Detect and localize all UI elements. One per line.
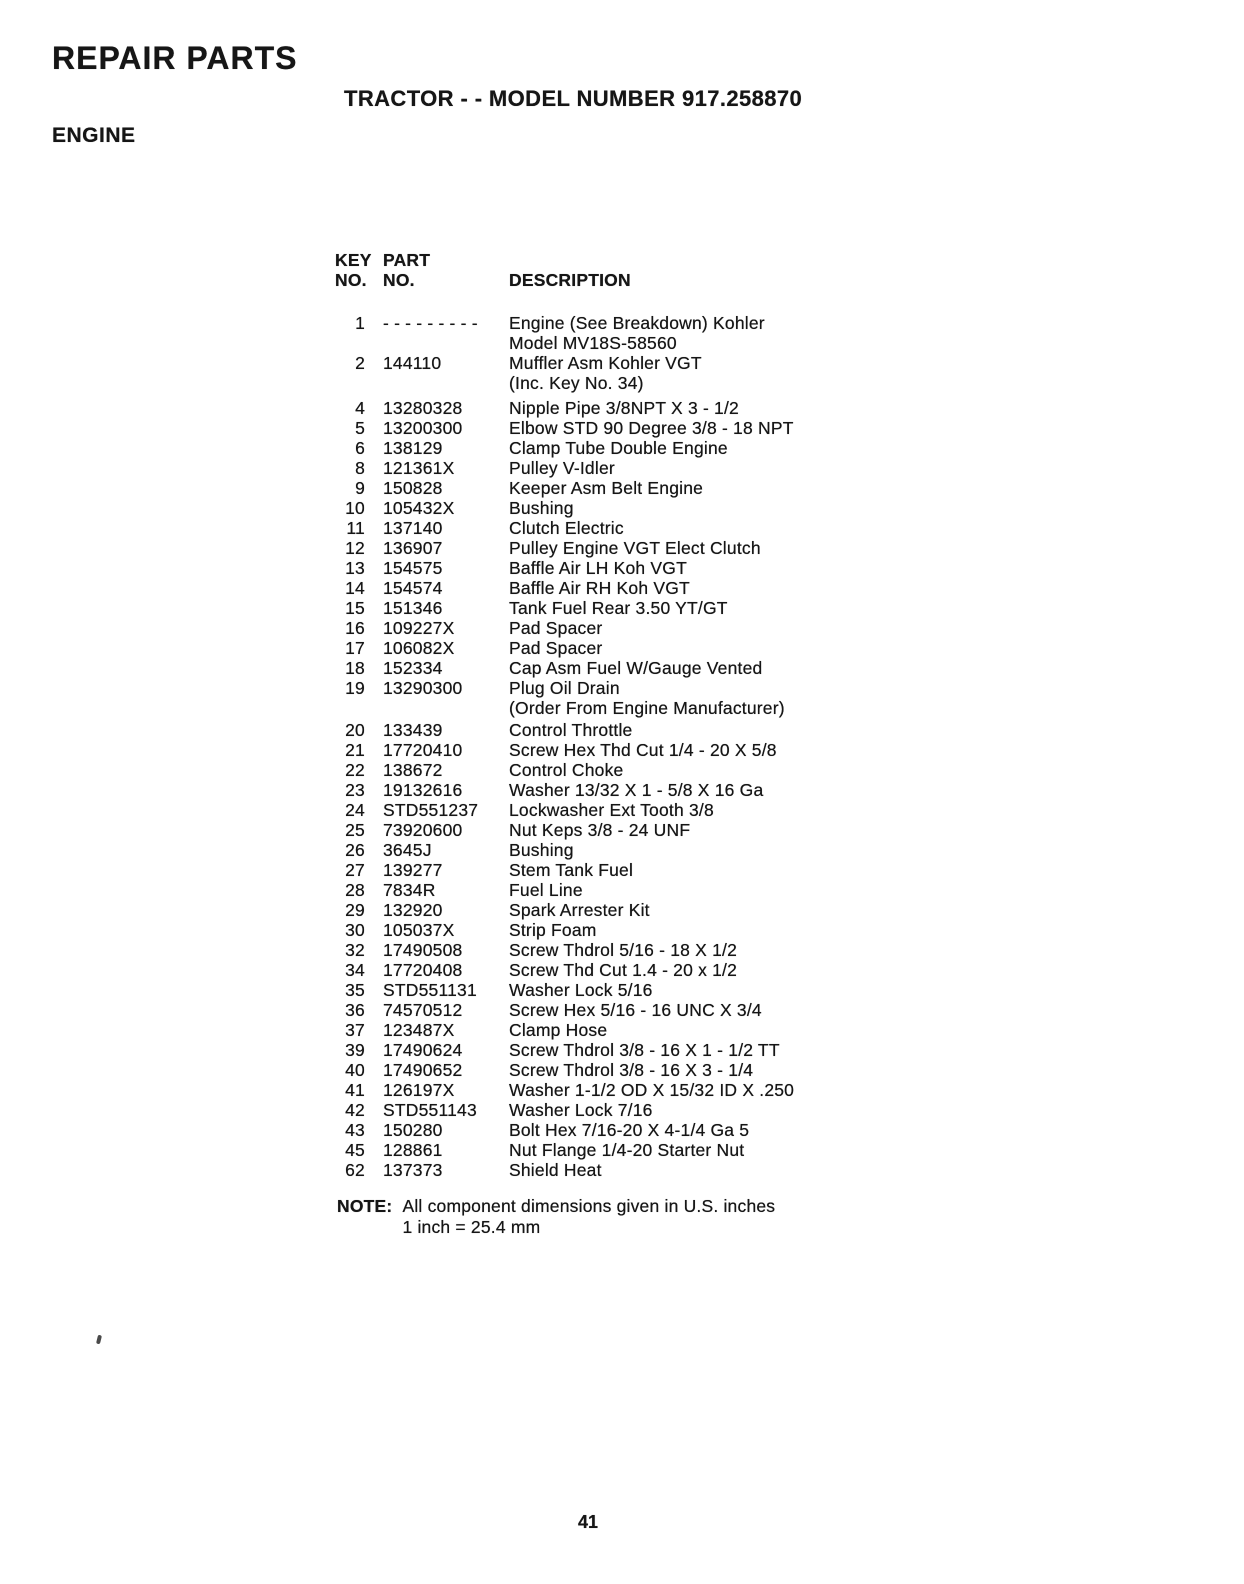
table-row (325, 458, 965, 478)
note-text (402, 1196, 775, 1238)
description-cell (509, 313, 965, 353)
table-row (325, 438, 965, 458)
description-line: Pad Spacer (509, 618, 603, 638)
description-cell (509, 1040, 965, 1060)
description-line: Elbow STD 90 Degree 3/8 - 18 NPT (509, 418, 794, 438)
description-cell (509, 418, 965, 438)
description-line: Bolt Hex 7/16-20 X 4-1/4 Ga 5 (509, 1120, 750, 1140)
part-no-cell: 133439 (383, 720, 443, 740)
description-cell (509, 578, 965, 598)
part-no-cell: 152334 (383, 658, 443, 678)
key-no-cell: 20 (345, 720, 365, 740)
table-row (325, 820, 965, 840)
description-line: Engine (See Breakdown) Kohler (509, 313, 765, 333)
description-line: Clamp Hose (509, 1020, 608, 1040)
key-no-cell: 62 (345, 1160, 365, 1180)
key-no-cell: 2 (355, 353, 365, 373)
key-no-cell: 45 (345, 1140, 365, 1160)
description-cell (509, 638, 965, 658)
table-row (325, 538, 965, 558)
description-cell (509, 398, 965, 418)
table-body (325, 313, 965, 1180)
part-no-cell: STD551143 (383, 1100, 477, 1120)
description-line: Nipple Pipe 3/8NPT X 3 - 1/2 (509, 398, 739, 418)
table-row (325, 498, 965, 518)
table-row (325, 1160, 965, 1180)
part-no-cell: 17490624 (383, 1040, 463, 1060)
description-cell (509, 1120, 965, 1140)
table-row (325, 780, 965, 800)
key-no-cell: 28 (345, 880, 365, 900)
table-row (325, 1080, 965, 1100)
table-row (325, 1100, 965, 1120)
description-line: Tank Fuel Rear 3.50 YT/GT (509, 598, 728, 618)
part-no-cell: 105037X (383, 920, 455, 940)
part-no-cell: 19132616 (383, 780, 463, 800)
key-no-cell: 21 (345, 740, 365, 760)
table-row (325, 880, 965, 900)
key-no-cell: 42 (345, 1100, 365, 1120)
description-cell (509, 980, 965, 1000)
description-cell (509, 820, 965, 840)
part-no-cell: 138129 (383, 438, 443, 458)
section-heading-engine: ENGINE (52, 124, 136, 147)
description-line: Pulley Engine VGT Elect Clutch (509, 538, 761, 558)
key-no-cell: 5 (355, 418, 365, 438)
description-cell (509, 880, 965, 900)
key-no-cell: 40 (345, 1060, 365, 1080)
key-no-cell: 36 (345, 1000, 365, 1020)
description-cell (509, 860, 965, 880)
table-row (325, 860, 965, 880)
part-no-cell: STD551131 (383, 980, 477, 1000)
model-number-heading: TRACTOR - - MODEL NUMBER 917.258870 (344, 86, 803, 111)
key-no-cell: 29 (345, 900, 365, 920)
description-cell (509, 1060, 965, 1080)
part-no-cell: 137140 (383, 518, 443, 538)
part-no-cell: 154574 (383, 578, 443, 598)
table-row (325, 920, 965, 940)
description-cell (509, 740, 965, 760)
description-line: Strip Foam (509, 920, 597, 940)
table-row (325, 518, 965, 538)
description-cell (509, 940, 965, 960)
part-no-cell: STD551237 (383, 800, 479, 820)
table-row (325, 980, 965, 1000)
description-line: Spark Arrester Kit (509, 900, 650, 920)
table-row (325, 940, 965, 960)
page-number: 41 (578, 1512, 599, 1532)
part-no-cell: 74570512 (383, 1000, 463, 1020)
description-line: Nut Flange 1/4-20 Starter Nut (509, 1140, 745, 1160)
part-no-cell: 109227X (383, 618, 455, 638)
key-no-cell: 19 (345, 678, 365, 698)
description-line: Plug Oil Drain (509, 678, 620, 698)
description-line: Pad Spacer (509, 638, 603, 658)
key-no-cell: 13 (345, 558, 365, 578)
table-row (325, 760, 965, 780)
table-row (325, 1140, 965, 1160)
table-row (325, 900, 965, 920)
key-no-cell: 24 (345, 800, 365, 820)
key-no-cell: 18 (345, 658, 365, 678)
description-line: Screw Hex 5/16 - 16 UNC X 3/4 (509, 1000, 762, 1020)
table-row (325, 638, 965, 658)
description-cell (509, 353, 965, 393)
key-no-cell: 37 (345, 1020, 365, 1040)
table-row (325, 398, 965, 418)
part-no-cell: 3645J (383, 840, 432, 860)
key-no-cell: 4 (355, 398, 365, 418)
table-header (325, 250, 965, 290)
part-no-cell: 137373 (383, 1160, 443, 1180)
note-line-1: All component dimensions given in U.S. inches (402, 1196, 776, 1216)
part-no-cell: 128861 (383, 1140, 443, 1160)
description-cell (509, 658, 965, 678)
description-line: Screw Hex Thd Cut 1/4 - 20 X 5/8 (509, 740, 777, 760)
key-no-cell: 39 (345, 1040, 365, 1060)
description-cell (509, 518, 965, 538)
key-no-cell: 6 (355, 438, 365, 458)
description-cell (509, 678, 965, 718)
note-label: NOTE: (337, 1196, 393, 1216)
description-cell (509, 960, 965, 980)
part-no-cell: 105432X (383, 498, 455, 518)
description-line: Cap Asm Fuel W/Gauge Vented (509, 658, 763, 678)
description-cell (509, 1160, 965, 1180)
key-no-cell: 16 (345, 618, 365, 638)
part-no-cell: 17490652 (383, 1060, 463, 1080)
description-cell (509, 538, 965, 558)
table-row (325, 658, 965, 678)
key-no-cell: 35 (345, 980, 365, 1000)
key-no-cell: 41 (345, 1080, 365, 1100)
part-no-cell: 7834R (383, 880, 436, 900)
part-no-cell: 13200300 (383, 418, 463, 438)
table-row (325, 353, 965, 393)
description-line: Clamp Tube Double Engine (509, 438, 728, 458)
key-no-cell: 9 (355, 478, 365, 498)
part-no-cell: 17490508 (383, 940, 463, 960)
description-line: Shield Heat (509, 1160, 602, 1180)
part-no-cell: 151346 (383, 598, 443, 618)
table-row (325, 678, 965, 718)
description-cell (509, 720, 965, 740)
description-cell (509, 1020, 965, 1040)
table-row (325, 1020, 965, 1040)
description-line: Baffle Air LH Koh VGT (509, 558, 687, 578)
table-row (325, 800, 965, 820)
table-row (325, 578, 965, 598)
description-cell (509, 498, 965, 518)
description-line: Fuel Line (509, 880, 583, 900)
key-no-cell: 1 (355, 313, 365, 333)
part-no-cell: 13290300 (383, 678, 463, 698)
description-cell (509, 1000, 965, 1020)
header-description: DESCRIPTION (509, 270, 631, 290)
table-row (325, 740, 965, 760)
description-cell (509, 920, 965, 940)
part-no-cell: 106082X (383, 638, 455, 658)
key-no-cell: 27 (345, 860, 365, 880)
description-cell (509, 900, 965, 920)
description-line: Model MV18S-58560 (509, 333, 677, 353)
part-no-cell: - - - - - - - - - (383, 313, 478, 333)
header-part-no: PART NO. (383, 250, 431, 290)
description-cell (509, 1100, 965, 1120)
description-cell (509, 618, 965, 638)
description-cell (509, 780, 965, 800)
table-row (325, 1040, 965, 1060)
part-no-cell: 121361X (383, 458, 455, 478)
part-no-cell: 150828 (383, 478, 443, 498)
description-line: Lockwasher Ext Tooth 3/8 (509, 800, 714, 820)
description-line: Keeper Asm Belt Engine (509, 478, 704, 498)
key-no-cell: 32 (345, 940, 365, 960)
key-no-cell: 15 (345, 598, 365, 618)
part-no-cell: 17720408 (383, 960, 463, 980)
table-row (325, 618, 965, 638)
key-no-cell: 25 (345, 820, 365, 840)
table-row (325, 313, 965, 353)
description-line: Bushing (509, 498, 574, 518)
note (337, 1196, 775, 1238)
key-no-cell: 30 (345, 920, 365, 940)
table-row (325, 598, 965, 618)
part-no-cell: 123487X (383, 1020, 455, 1040)
header-key-no: KEY NO. (335, 250, 372, 290)
description-line: Clutch Electric (509, 518, 624, 538)
part-no-cell: 150280 (383, 1120, 443, 1140)
table-row (325, 1000, 965, 1020)
table-row (325, 558, 965, 578)
description-line: (Inc. Key No. 34) (509, 373, 644, 393)
description-cell (509, 800, 965, 820)
table-row (325, 720, 965, 740)
description-line: Control Choke (509, 760, 624, 780)
description-cell (509, 1080, 965, 1100)
table-row (325, 840, 965, 860)
key-no-cell: 14 (345, 578, 365, 598)
key-no-cell: 22 (345, 760, 365, 780)
description-line: Screw Thdrol 3/8 - 16 X 3 - 1/4 (509, 1060, 754, 1080)
description-line: Pulley V-Idler (509, 458, 615, 478)
part-no-cell: 17720410 (383, 740, 463, 760)
part-no-cell: 132920 (383, 900, 443, 920)
key-no-cell: 23 (345, 780, 365, 800)
part-no-cell: 126197X (383, 1080, 455, 1100)
part-no-cell: 139277 (383, 860, 443, 880)
note-line-2: 1 inch = 25.4 mm (402, 1217, 541, 1237)
key-no-cell: 17 (345, 638, 365, 658)
key-no-cell: 8 (355, 458, 365, 478)
page-title: REPAIR PARTS (52, 40, 298, 76)
parts-table (325, 250, 965, 1180)
part-no-cell: 138672 (383, 760, 443, 780)
description-line: Baffle Air RH Koh VGT (509, 578, 690, 598)
table-row (325, 478, 965, 498)
description-cell (509, 558, 965, 578)
table-row (325, 960, 965, 980)
key-no-cell: 26 (345, 840, 365, 860)
description-cell (509, 458, 965, 478)
description-cell (509, 1140, 965, 1160)
scan-speckle (96, 1335, 102, 1345)
key-no-cell: 12 (345, 538, 365, 558)
key-no-cell: 43 (345, 1120, 365, 1140)
key-no-cell: 34 (345, 960, 365, 980)
description-line: Screw Thdrol 5/16 - 18 X 1/2 (509, 940, 738, 960)
part-no-cell: 154575 (383, 558, 443, 578)
description-line: Washer 1-1/2 OD X 15/32 ID X .250 (509, 1080, 795, 1100)
description-cell (509, 598, 965, 618)
description-cell (509, 760, 965, 780)
description-line: Washer 13/32 X 1 - 5/8 X 16 Ga (509, 780, 764, 800)
part-no-cell: 13280328 (383, 398, 463, 418)
part-no-cell: 144110 (383, 353, 442, 373)
part-no-cell: 73920600 (383, 820, 463, 840)
description-line: Washer Lock 7/16 (509, 1100, 653, 1120)
key-no-cell: 11 (346, 518, 365, 538)
description-cell (509, 438, 965, 458)
description-line: Screw Thd Cut 1.4 - 20 x 1/2 (509, 960, 738, 980)
key-no-cell: 10 (345, 498, 365, 518)
description-line: Stem Tank Fuel (509, 860, 634, 880)
table-row (325, 1120, 965, 1140)
description-line: Nut Keps 3/8 - 24 UNF (509, 820, 691, 840)
description-cell (509, 840, 965, 860)
description-cell (509, 478, 965, 498)
description-line: Washer Lock 5/16 (509, 980, 653, 1000)
part-no-cell: 136907 (383, 538, 443, 558)
description-line: Muffler Asm Kohler VGT (509, 353, 702, 373)
description-line: Control Throttle (509, 720, 633, 740)
table-row (325, 1060, 965, 1080)
description-line: Screw Thdrol 3/8 - 16 X 1 - 1/2 TT (509, 1040, 780, 1060)
table-row (325, 418, 965, 438)
description-line: Bushing (509, 840, 574, 860)
description-line: (Order From Engine Manufacturer) (509, 698, 785, 718)
